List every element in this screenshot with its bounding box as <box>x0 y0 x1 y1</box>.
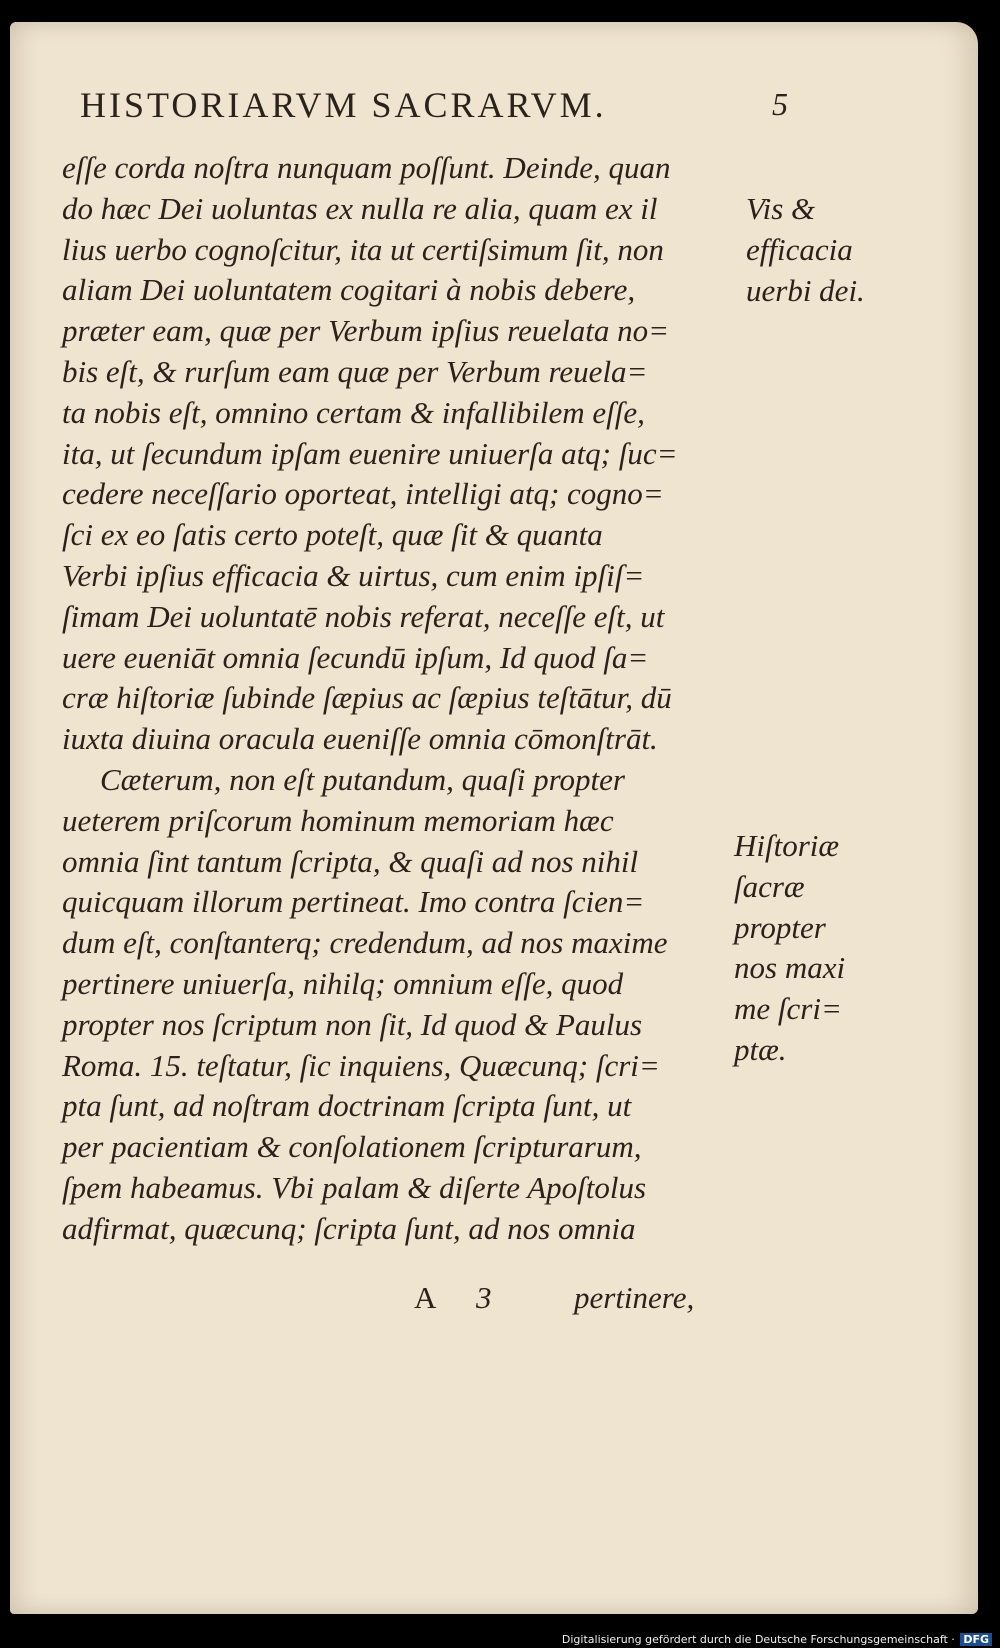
text-line: do hæc Dei uoluntas ex nulla re alia, quam ex il <box>62 190 658 226</box>
text-line: pta ſunt, ad noſtram doctrinam ſcripta ſunt, ut <box>62 1088 632 1124</box>
digitization-credit <box>562 1633 992 1646</box>
paragraph-start-line: Cæterum, non eſt putandum, quaſi propter <box>100 761 625 797</box>
marginal-note-line: Vis & <box>746 191 816 226</box>
catchword: pertinere, <box>574 1280 695 1315</box>
page-number: 5 <box>772 86 788 122</box>
text-line: cedere neceſſario oporteat, intelligi atq; cogno= <box>62 476 664 512</box>
text-line: ta nobis eſt, omnino certam & infallibilem eſſe, <box>62 394 645 430</box>
running-head-title: HISTORIARVM SACRARVM. <box>80 85 607 125</box>
text-line: ſpem habeamus. Vbi palam & diſerte Apoſtolus <box>62 1169 647 1205</box>
text-line: dum eſt, conſtanterq; credendum, ad nos maxime <box>62 925 668 961</box>
marginal-note-line: ptæ. <box>734 1031 787 1067</box>
text-line: per pacientiam & conſolationem ſcripturarum, <box>62 1129 642 1165</box>
text-line: præter eam, quæ per Verbum ipſius reuelata no= <box>62 313 670 349</box>
text-line: Roma. 15. teſtatur, ſic inquiens, Quæcunq; ſcri= <box>62 1047 660 1083</box>
text-line: ſimam Dei uoluntatē nobis referat, neceſſe eſt, ut <box>62 598 665 634</box>
marginal-note-historiae <box>734 826 845 1071</box>
text-line: ueterem priſcorum hominum memoriam hæc <box>62 802 614 838</box>
marginal-note-line: ſacræ <box>734 868 805 904</box>
text-line: bis eſt, & rurſum eam quæ per Verbum reuela= <box>62 353 648 389</box>
text-line: cræ hiſtoriæ ſubinde ſæpius ac ſæpius teſtātur, dū <box>62 680 672 716</box>
text-line: pertinere uniuerſa, nihilq; omnium eſſe, quod <box>62 965 624 1001</box>
credit-text: Digitalisierung gefördert durch die Deutsche Forschungsgemeinschaft · <box>561 1633 955 1646</box>
text-line: ita, ut ſecundum ipſam euenire uniuerſa atq; ſuc= <box>62 435 678 471</box>
text-line: lius uerbo cognoſcitur, ita ut certiſsimum ſit, non <box>62 231 664 267</box>
signature-number: 3 <box>476 1280 492 1315</box>
marginal-note-line: nos maxi <box>734 950 846 986</box>
book-page <box>10 22 978 1614</box>
text-line: omnia ſint tantum ſcripta, & quaſi ad nos nihil <box>62 843 639 879</box>
text-line: iuxta diuina oracula eueniſſe omnia cōmonſtrāt. <box>62 721 658 757</box>
marginal-note-line: uerbi dei. <box>746 272 865 308</box>
text-line: adfirmat, quæcunq; ſcripta ſunt, ad nos omnia <box>62 1210 636 1246</box>
marginal-note-line: Hiſtoriæ <box>734 828 840 863</box>
text-line: Verbi ipſius efficacia & uirtus, cum enim ipſiſ= <box>62 557 645 593</box>
text-line: eſſe corda noſtra nunquam poſſunt. Deinde, quan <box>62 150 671 185</box>
text-line: ſci ex eo ſatis certo poteſt, quæ ſit & quanta <box>62 517 603 553</box>
text-line: uere eueniāt omnia ſecundū ipſum, Id quod ſa= <box>62 639 649 675</box>
text-line: aliam Dei uoluntatem cogitari à nobis debere, <box>62 272 636 308</box>
text-line: quicquam illorum pertineat. Imo contra ſcien= <box>62 884 645 920</box>
dfg-logo: DFG <box>960 1633 992 1646</box>
main-text-block <box>62 148 717 1250</box>
text-line: propter nos ſcriptum non ſit, Id quod & Paulus <box>62 1006 643 1042</box>
running-head <box>80 84 960 144</box>
marginal-note-verbum <box>746 189 865 311</box>
catchword-line <box>62 1280 722 1324</box>
signature-mark: A <box>414 1280 437 1315</box>
marginal-note-line: me ſcri= <box>734 991 842 1027</box>
marginal-note-line: efficacia <box>746 231 853 267</box>
marginal-note-line: propter <box>734 909 826 945</box>
